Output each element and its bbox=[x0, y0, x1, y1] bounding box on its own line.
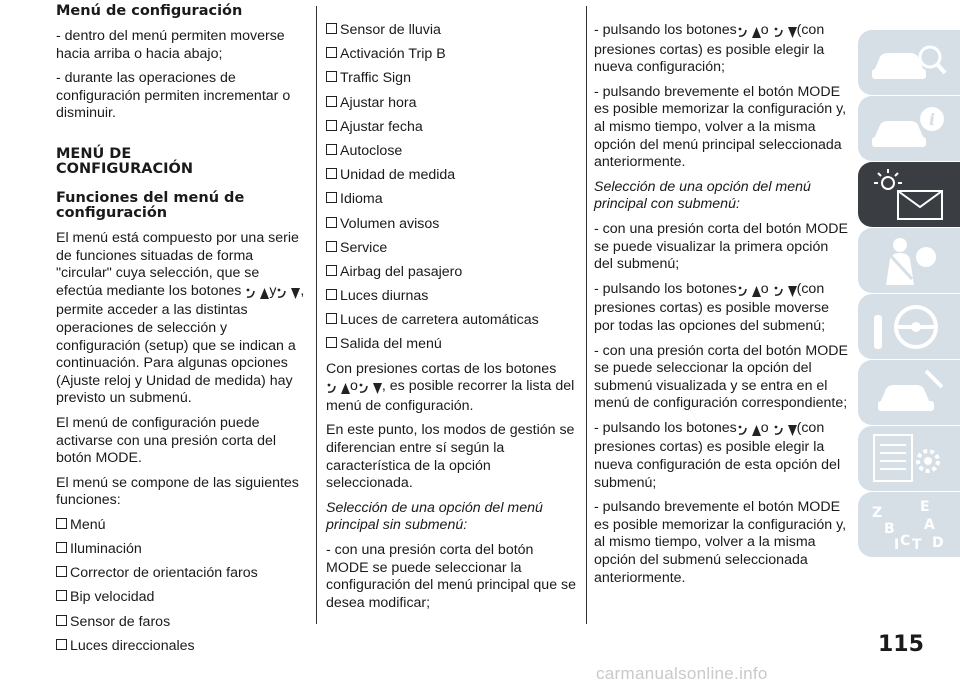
list-item: Bip velocidad bbox=[56, 589, 306, 607]
paragraph: - pulsando brevemente el botón MODE es posible memorizar la configuración y, al mismo tiempo, volver a la misma opción del submenú seleccionada anteriormente. bbox=[594, 499, 847, 586]
checkbox-icon bbox=[326, 337, 337, 348]
svg-text:B: B bbox=[884, 521, 895, 537]
list-item: Autoclose bbox=[326, 143, 578, 161]
list-gear-icon bbox=[866, 431, 948, 487]
checkbox-icon bbox=[56, 566, 67, 577]
list-item: Sensor de faros bbox=[56, 614, 306, 632]
alphabet-index-icon bbox=[866, 497, 948, 553]
up-button-icon bbox=[245, 285, 269, 303]
list-item: Traffic Sign bbox=[326, 70, 578, 88]
checkbox-icon bbox=[326, 217, 337, 228]
checkbox-icon bbox=[326, 313, 337, 324]
paragraph: - pulsando los botones o (con presiones cortas) es posible moverse por todas las opciones del submenú; bbox=[594, 280, 829, 334]
svg-text:A: A bbox=[924, 517, 935, 533]
svg-text:i: i bbox=[928, 110, 936, 129]
seatbelt-airbag-icon bbox=[866, 233, 948, 289]
list-item: Volumen avisos bbox=[326, 216, 578, 234]
paragraph: - pulsando los botones o (con presiones cortas) es posible elegir la nueva configuración; bbox=[594, 22, 825, 76]
page-number: 115 bbox=[878, 632, 924, 657]
function-list bbox=[56, 517, 306, 656]
checkbox-icon bbox=[326, 96, 337, 107]
paragraph: En este punto, los modos de gestión se diferencian entre sí según la característica de la opción seleccionada. bbox=[326, 422, 575, 492]
down-button-icon bbox=[773, 422, 797, 440]
down-button-icon bbox=[773, 283, 797, 301]
up-button-icon bbox=[737, 422, 761, 440]
column-divider bbox=[586, 6, 587, 624]
paragraph: El menú de configuración puede activarse con una presión corta del botón MODE. bbox=[56, 414, 277, 467]
paragraph: - pulsando los botones o (con presiones cortas) es posible elegir la nueva configuración de esta opción del submenú; bbox=[594, 419, 841, 491]
svg-text:T: T bbox=[912, 537, 922, 553]
checkbox-icon bbox=[56, 518, 67, 529]
checkbox-icon bbox=[56, 590, 67, 601]
checkbox-icon bbox=[326, 289, 337, 300]
list-item: Luces direccionales bbox=[56, 638, 306, 656]
subheading: Funciones del menú de configuración bbox=[56, 189, 245, 221]
down-button-icon bbox=[276, 285, 300, 303]
column-divider bbox=[316, 6, 317, 624]
paragraph: El menú está compuesto por una serie de funciones situadas de forma "circular" cuya selección, que se efectúa mediante los botones y , permite acceder a las distintas operaciones de selección y configuración (setup) que se indican a continuación. Para algunas opciones (Ajuste reloj y Unidad de medida) hay previsto un submenú. bbox=[56, 229, 305, 407]
tab-steering-tools[interactable] bbox=[858, 294, 960, 359]
tab-warning-lights[interactable] bbox=[858, 162, 960, 227]
warning-light-envelope-icon bbox=[866, 167, 948, 223]
svg-text:D: D bbox=[932, 535, 944, 551]
italic-subheading: Selección de una opción del menú principal sin submenú: bbox=[326, 499, 543, 534]
section-title: MENÚ DE CONFIGURACIÓN bbox=[56, 145, 193, 177]
list-item: Unidad de medida bbox=[326, 167, 578, 185]
paragraph: - durante las operaciones de configuración permiten incrementar o disminuir. bbox=[56, 70, 291, 122]
checkbox-icon bbox=[326, 71, 337, 82]
tab-car-tools[interactable] bbox=[858, 360, 960, 425]
list-item: Iluminación bbox=[56, 541, 306, 559]
down-button-icon bbox=[358, 380, 382, 398]
italic-subheading: Selección de una opción del menú principal con submenú: bbox=[594, 178, 811, 213]
svg-text:I: I bbox=[894, 537, 900, 553]
svg-text:C: C bbox=[900, 533, 911, 549]
checkbox-icon bbox=[56, 639, 67, 650]
tab-car-magnifier[interactable] bbox=[858, 30, 960, 95]
checkbox-icon bbox=[326, 23, 337, 34]
column-1 bbox=[56, 0, 306, 662]
list-item: Luces diurnas bbox=[326, 288, 578, 306]
paragraph: - con una presión corta del botón MODE se puede seleccionar la opción del submenú visualizada y se entra en el menú de configuración correspondiente; bbox=[594, 342, 848, 412]
checkbox-icon bbox=[326, 120, 337, 131]
list-item: Ajustar hora bbox=[326, 95, 578, 113]
checkbox-icon bbox=[326, 265, 337, 276]
checkbox-icon bbox=[326, 47, 337, 58]
down-button-icon bbox=[773, 24, 797, 42]
paragraph: El menú se compone de las siguientes funciones: bbox=[56, 474, 299, 509]
list-item: Sensor de lluvia bbox=[326, 22, 578, 40]
function-list bbox=[326, 22, 578, 354]
list-item: Ajustar fecha bbox=[326, 119, 578, 137]
watermark: carmanualsonline.info bbox=[596, 664, 768, 683]
tab-alphabetical-index[interactable] bbox=[858, 492, 960, 557]
paragraph: - con una presión corta del botón MODE se puede seleccionar la configuración del menú principal que se desea modificar; bbox=[326, 541, 577, 611]
list-item: Service bbox=[326, 240, 578, 258]
checkbox-icon bbox=[326, 168, 337, 179]
column-3 bbox=[594, 22, 850, 594]
car-info-icon bbox=[866, 101, 948, 157]
car-tools-icon bbox=[866, 365, 948, 421]
paragraph: Con presiones cortas de los botones o , es posible recorrer la lista del menú de configuración. bbox=[326, 360, 575, 414]
list-item: Corrector de orientación faros bbox=[56, 565, 306, 583]
checkbox-icon bbox=[326, 192, 337, 203]
checkbox-icon bbox=[56, 615, 67, 626]
list-item: Activación Trip B bbox=[326, 46, 578, 64]
svg-text:E: E bbox=[920, 499, 930, 515]
checkbox-icon bbox=[56, 542, 67, 553]
section-heading-top: Menú de configuración bbox=[56, 3, 243, 19]
list-item: Luces de carretera automáticas bbox=[326, 312, 578, 330]
tab-seatbelt-airbag[interactable] bbox=[858, 228, 960, 293]
list-item: Salida del menú bbox=[326, 336, 578, 354]
car-magnifier-icon bbox=[866, 35, 948, 91]
tab-car-info[interactable] bbox=[858, 96, 960, 161]
tab-list-settings[interactable] bbox=[858, 426, 960, 491]
paragraph: - pulsando brevemente el botón MODE es posible memorizar la configuración y, al mismo tiempo, volver a la misma opción del menú principal seleccionada anteriormente. bbox=[594, 83, 847, 171]
svg-text:Z: Z bbox=[872, 505, 883, 521]
up-button-icon bbox=[326, 380, 350, 398]
steering-wheel-tool-icon bbox=[866, 299, 948, 355]
paragraph: - dentro del menú permiten moverse hacia arriba o hacia abajo; bbox=[56, 28, 285, 62]
checkbox-icon bbox=[326, 144, 337, 155]
list-item: Airbag del pasajero bbox=[326, 264, 578, 282]
checkbox-icon bbox=[326, 241, 337, 252]
column-2 bbox=[326, 22, 578, 619]
up-button-icon bbox=[737, 24, 761, 42]
paragraph: - con una presión corta del botón MODE se puede visualizar la primera opción del submenú; bbox=[594, 220, 848, 273]
list-item: Menú bbox=[56, 517, 306, 535]
list-item: Idioma bbox=[326, 191, 578, 209]
up-button-icon bbox=[737, 283, 761, 301]
